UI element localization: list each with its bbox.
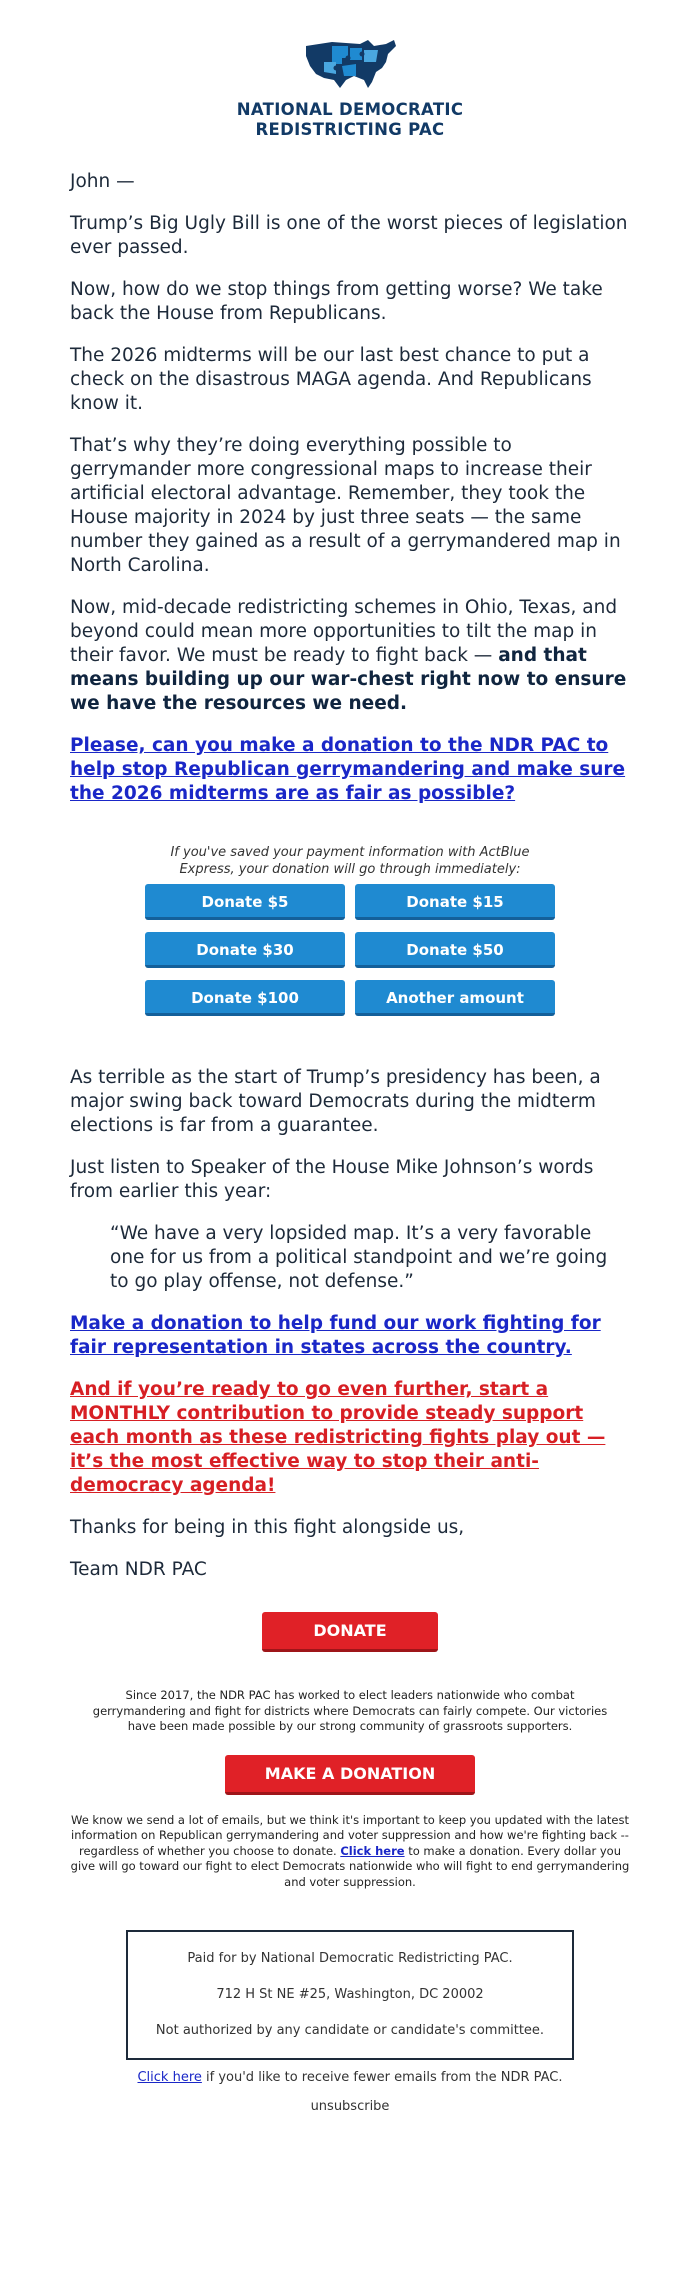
paragraph-6: As terrible as the start of Trump’s presidency has been, a major swing back toward Democrats during the midterm elections is far from a guarantee. [70,1067,601,1136]
us-map-puzzle-logo-icon [302,36,398,92]
donate-30-button[interactable]: Donate $30 [145,932,345,968]
letter-body [0,170,700,806]
monthly-contribution-link[interactable]: And if you’re ready to go even further, start a MONTHLY contribution to provide steady support each month as these redistricting fights play out — it’s the most effective way to stop their anti-democracy agenda! [70,1379,606,1496]
fewer-emails-text: if you'd like to receive fewer emails from the NDR PAC. [206,2070,563,2085]
paragraph-2: Now, how do we stop things from getting worse? We take back the House from Republicans. [70,279,603,324]
header [0,0,700,140]
paid-for-box [126,1930,574,2060]
paragraph-1: Trump’s Big Ugly Bill is one of the worst pieces of legislation ever passed. [70,213,628,258]
donate-another-amount-button[interactable]: Another amount [355,980,555,1016]
paid-for-text: Paid for by National Democratic Redistricting PAC. [187,1951,513,1966]
not-authorized-text: Not authorized by any candidate or candidate's committee. [155,2023,545,2038]
fewer-emails-line [0,2070,700,2085]
address-text: 712 H St NE #25, Washington, DC 20002 [216,1987,484,2002]
actblue-express-note: If you've saved your payment information with ActBlue Express, your donation will go through immediately: [170,845,530,877]
paragraph-5 [70,596,630,716]
paragraph-7-bold: Just listen to Speaker of the House Mike Johnson’s words from earlier this year: [70,1157,594,1202]
email-note-after: to make a donation. Every dollar you give will go toward our fight to elect Democrats nationwide who will fight to end gerrymandering and voter suppression. [70,1843,630,1889]
donate-5-button[interactable]: Donate $5 [145,884,345,920]
donate-15-button[interactable]: Donate $15 [355,884,555,920]
donate-link-fair-representation[interactable]: Make a donation to help fund our work fighting for fair representation in states across the country. [70,1313,601,1358]
email-frequency-note [70,1813,630,1891]
make-a-donation-button[interactable]: MAKE A DONATION [225,1755,475,1795]
donate-button[interactable]: DONATE [262,1612,438,1652]
monthly-link-paragraph [70,1378,630,1498]
letter-body-continued [0,1066,700,1582]
since-2017-text: Since 2017, the NDR PAC has worked to elect leaders nationwide who combat gerrymandering and fight for districts where Democrats can fairly compete. Our victories have been made possible by our strong community of grassroots supporters. [92,1688,608,1733]
paragraph-5-regular: Now, mid-decade redistricting schemes in Ohio, Texas, and beyond could mean more opportunities to tilt the map in their favor. We must be ready to fight back — [70,597,618,666]
donate-50-button[interactable]: Donate $50 [355,932,555,968]
unsubscribe-link[interactable]: unsubscribe [310,2099,390,2114]
donate-link-paragraph-2 [70,1312,630,1360]
paragraph-5-bold: and that means building up our war-chest right now to ensure we have the resources we need. [70,645,627,714]
cta-section [0,1612,700,1890]
donate-amount-grid [145,884,555,1016]
donate-link-stop-gerrymandering[interactable]: Please, can you make a donation to the NDR PAC to help stop Republican gerrymandering and make sure the 2026 midterms are as fair as possible? [70,735,626,804]
greeting: John — [70,171,135,192]
johnson-quote: “We have a very lopsided map. It’s a very favorable one for us from a political standpoint and we’re going to go play offense, not defense.” [110,1223,608,1292]
signoff: Team NDR PAC [70,1559,207,1580]
note-click-here-link[interactable]: Click here [340,1843,405,1858]
fewer-emails-link[interactable]: Click here [137,2070,202,2085]
thanks-line: Thanks for being in this fight alongside us, [70,1517,465,1538]
org-name-line1: NATIONAL DEMOCRATIC [236,100,464,119]
paragraph-4: That’s why they’re doing everything possible to gerrymander more congressional maps to increase their artificial electoral advantage. Remember, they took the House majority in 2024 by just three seats — the same number they gained as a result of a gerrymandered map in North Carolina. [70,435,621,576]
paragraph-3-bold: The 2026 midterms will be our last best chance to put a check on the disastrous MAGA agenda. And Republicans know it. [70,345,592,414]
org-name-line2: REDISTRICTING PAC [255,120,445,139]
donate-100-button[interactable]: Donate $100 [145,980,345,1016]
footer [0,1930,700,2114]
email-note-before: We know we send a lot of emails, but we think it's important to keep you updated with the latest information on Republican gerrymandering and voter suppression and how we're fighting back -- regardless of whether you choose to donate. [71,1812,629,1858]
donate-link-paragraph-1 [70,734,630,806]
